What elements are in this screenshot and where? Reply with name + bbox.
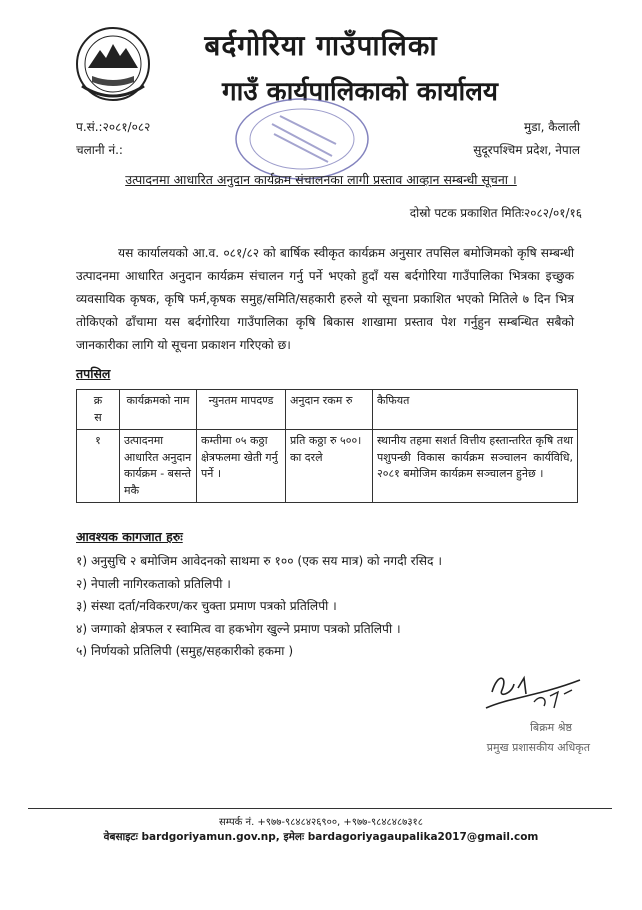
dispatch-number: चलानी नं.: [76, 143, 123, 157]
table-header-cell: क्र स [77, 390, 120, 430]
list-item: ३) संस्था दर्ता/नविकरण/कर चुक्ता प्रमाण पत्रको प्रतिलिपी । [76, 599, 337, 613]
table-cell: १ [77, 430, 120, 503]
table-header-cell: न्युनतम मापदण्ड [197, 390, 286, 430]
list-item: १) अनुसुचि २ बमोजिम आवेदनको साथमा रु १०० (एक सय मात्र) को नगदी रसिद । [76, 554, 443, 568]
table-header-row [77, 390, 578, 430]
documents-list [76, 550, 442, 663]
list-item: ४) जग्गाको क्षेत्रफल र स्वामित्व वा हकभोग खुल्ने प्रमाण पत्रको प्रतिलिपी । [76, 621, 401, 636]
reference-number: प.सं.:२०८१/०८२ [76, 120, 151, 134]
list-item: ५) निर्णयको प्रतिलिपी (समुह/सहकारीको हकमा ) [76, 644, 294, 658]
list-item: २) नेपाली नागिरकताको प्रतिलिपी । [76, 576, 231, 591]
signatory-title: प्रमुख प्रशासकीय अधिकृत [486, 741, 590, 754]
table-header-cell: अनुदान रकम रु [286, 390, 373, 430]
office-province: सुदूरपश्चिम प्रदेश, नेपाल [473, 143, 580, 157]
notice-subject: उत्पादनमा आधारित अनुदान कार्यक्रम संचालनका लागी प्रस्ताव आव्हान सम्बन्धी सूचना । [125, 172, 517, 187]
table-cell: स्थानीय तहमा सशर्त वित्तीय हस्तान्तरित कृषि तथा पशुपन्छी विकास कार्यक्रम सञ्चालन कार्यविधि, २०८१ बमोजिम कार्यक्रम सञ्चालन हुनेछ । [373, 430, 578, 503]
table-row [77, 430, 578, 503]
footer-web-email: वेबसाइटः bardgoriyamun.gov.np, इमेलः bardagoriyagaupalika2017@gmail.com [103, 831, 539, 843]
footer-divider [28, 808, 612, 809]
office-location: मुडा, कैलाली [523, 120, 580, 134]
program-table [76, 389, 578, 503]
table-cell: उत्पादनमा आधारित अनुदान कार्यक्रम - बसन्ते मकै [120, 430, 197, 503]
signature-icon [478, 668, 588, 720]
table-header-cell: कैफियत [373, 390, 578, 430]
table-cell: कम्तीमा ०५ कठ्ठा क्षेत्रफलमा खेती गर्नु पर्ने । [197, 430, 286, 503]
body-paragraph: यस कार्यालयको आ.व. ०८१/८२ को बार्षिक स्वीकृत कार्यक्रम अनुसार तपसिल बमोजिमको कृषि सम्बन्धी उत्पादनमा आधारित अनुदान कार्यक्रम संचालन गर्नु पर्ने भएको हुदाँ यस बर्दगोरिया गाउँपालिका भित्रका इच्छुक व्यवसायिक कृषक, कृषि फर्म,कृषक समुह/समिति/सहकारी हरुले यो सूचना प्रकाशित भएको मितिले ७ दिन भित्र तोकिएको ढाँचामा यस बर्दगोरिया गाउँपालिका कृषि बिकास शाखामा प्रस्ताव पेश गर्नुहुन सम्बन्धित सबैको जानकारीका लागि यो सूचना प्रकाशन गरिएको छ। [76, 246, 574, 352]
documents-heading: आवश्यक कागजात हरुः [76, 529, 183, 544]
office-subtitle: गाउँ कार्यपालिकाको कार्यालय [222, 77, 498, 107]
office-name: बर्दगोरिया गाउँपालिका [204, 29, 438, 62]
publication-date: दोस्रो पटक प्रकाशित मितिः२०८२/०१/१६ [409, 206, 582, 220]
schedule-heading: तपसिल [76, 366, 111, 381]
signatory-name: बिक्रम श्रेष्ठ [530, 721, 572, 734]
table-cell: प्रति कठ्ठा रु ५००। का दरले [286, 430, 373, 503]
footer-contact: सम्पर्क नं. +९७७-९८४८४२६९००, +९७७-९८४८४८७३१८ [219, 817, 423, 828]
table-header-cell: कार्यक्रमको नाम [120, 390, 197, 430]
